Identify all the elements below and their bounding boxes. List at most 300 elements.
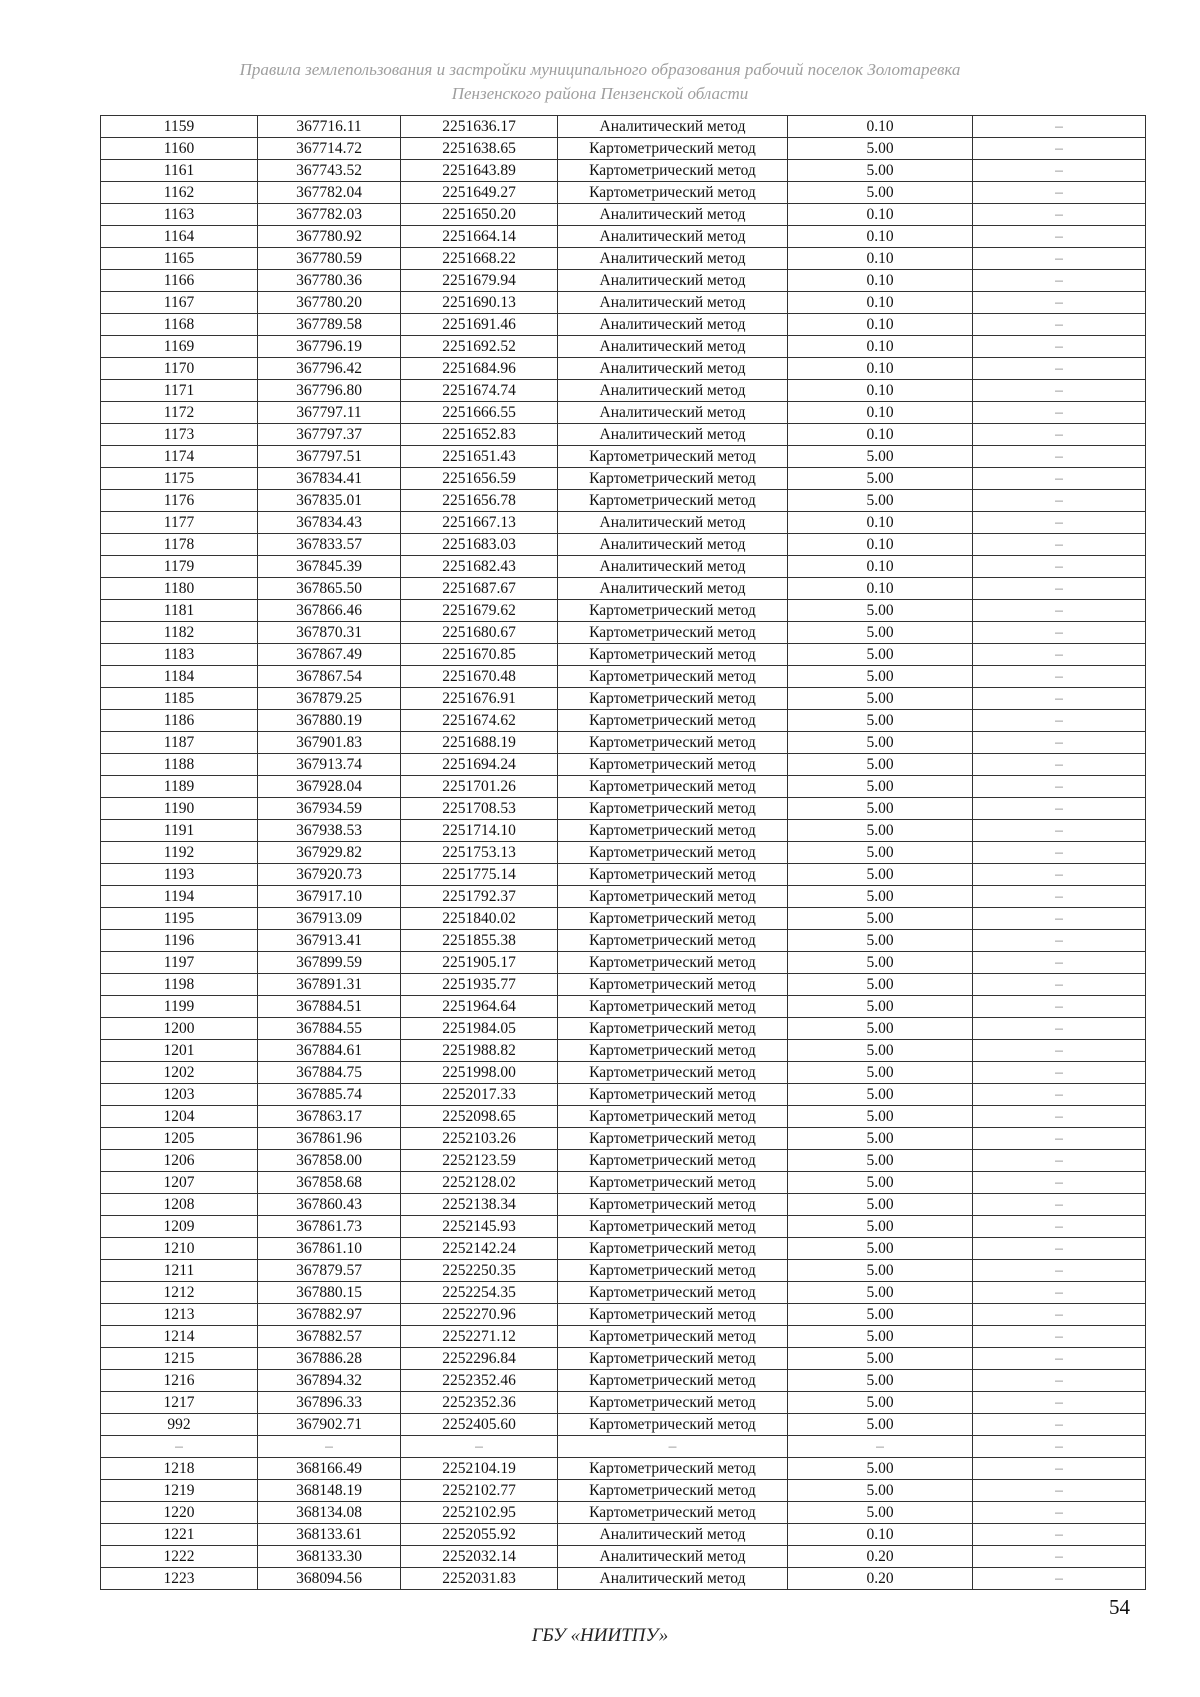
y-coordinate-cell: 2252098.65 <box>401 1106 558 1128</box>
description-cell: – <box>973 886 1146 908</box>
description-cell: – <box>973 1040 1146 1062</box>
header-line-1: Правила землепользования и застройки муниципального образования рабочий поселок Золотаревка <box>239 60 961 79</box>
table-row <box>101 1150 1146 1172</box>
description-cell: – <box>973 402 1146 424</box>
method-cell: Аналитический метод <box>558 292 788 314</box>
table-row <box>101 358 1146 380</box>
y-coordinate-cell: 2251684.96 <box>401 358 558 380</box>
table-row <box>101 1502 1146 1524</box>
accuracy-cell: 5.00 <box>788 1106 973 1128</box>
y-coordinate-cell: 2251688.19 <box>401 732 558 754</box>
table-row <box>101 292 1146 314</box>
description-cell: – <box>973 1260 1146 1282</box>
y-coordinate-cell: 2252138.34 <box>401 1194 558 1216</box>
y-coordinate-cell: 2251998.00 <box>401 1062 558 1084</box>
x-coordinate-cell: 367896.33 <box>258 1392 401 1414</box>
accuracy-cell: 5.00 <box>788 1392 973 1414</box>
table-row <box>101 1326 1146 1348</box>
method-cell: Картометрический метод <box>558 842 788 864</box>
y-coordinate-cell: 2251649.27 <box>401 182 558 204</box>
table-row <box>101 688 1146 710</box>
table-row <box>101 248 1146 270</box>
y-coordinate-cell: 2251670.48 <box>401 666 558 688</box>
x-coordinate-cell: 367891.31 <box>258 974 401 996</box>
point-number-cell: 1198 <box>101 974 258 996</box>
point-number-cell: 1178 <box>101 534 258 556</box>
y-coordinate-cell: 2251964.64 <box>401 996 558 1018</box>
x-coordinate-cell: 367884.75 <box>258 1062 401 1084</box>
accuracy-cell: 5.00 <box>788 600 973 622</box>
description-cell: – <box>973 1238 1146 1260</box>
method-cell: Картометрический метод <box>558 1458 788 1480</box>
description-cell: – <box>973 732 1146 754</box>
x-coordinate-cell: 367899.59 <box>258 952 401 974</box>
point-number-cell: 1186 <box>101 710 258 732</box>
x-coordinate-cell: 367797.51 <box>258 446 401 468</box>
method-cell: Картометрический метод <box>558 1304 788 1326</box>
method-cell: Картометрический метод <box>558 1348 788 1370</box>
accuracy-cell: 5.00 <box>788 1304 973 1326</box>
description-cell: – <box>973 600 1146 622</box>
description-cell: – <box>973 798 1146 820</box>
description-cell: – <box>973 160 1146 182</box>
description-cell: – <box>973 204 1146 226</box>
x-coordinate-cell: – <box>258 1436 401 1458</box>
description-cell: – <box>973 1106 1146 1128</box>
description-cell: – <box>973 974 1146 996</box>
description-cell: – <box>973 314 1146 336</box>
x-coordinate-cell: 367782.04 <box>258 182 401 204</box>
x-coordinate-cell: 367858.68 <box>258 1172 401 1194</box>
accuracy-cell: 0.10 <box>788 314 973 336</box>
x-coordinate-cell: 367780.92 <box>258 226 401 248</box>
table-row <box>101 578 1146 600</box>
x-coordinate-cell: 367796.19 <box>258 336 401 358</box>
table-row <box>101 776 1146 798</box>
accuracy-cell: 0.10 <box>788 578 973 600</box>
method-cell: Аналитический метод <box>558 1568 788 1590</box>
point-number-cell: 1166 <box>101 270 258 292</box>
accuracy-cell: 5.00 <box>788 1084 973 1106</box>
y-coordinate-cell: 2251840.02 <box>401 908 558 930</box>
accuracy-cell: 5.00 <box>788 1062 973 1084</box>
point-number-cell: 992 <box>101 1414 258 1436</box>
description-cell: – <box>973 1216 1146 1238</box>
description-cell: – <box>973 578 1146 600</box>
accuracy-cell: 5.00 <box>788 1216 973 1238</box>
table-row <box>101 1216 1146 1238</box>
point-number-cell: 1162 <box>101 182 258 204</box>
method-cell: Картометрический метод <box>558 1062 788 1084</box>
method-cell: Картометрический метод <box>558 468 788 490</box>
description-cell: – <box>973 138 1146 160</box>
y-coordinate-cell: 2251676.91 <box>401 688 558 710</box>
method-cell: Картометрический метод <box>558 446 788 468</box>
x-coordinate-cell: 367863.17 <box>258 1106 401 1128</box>
point-number-cell: 1177 <box>101 512 258 534</box>
accuracy-cell: 5.00 <box>788 908 973 930</box>
accuracy-cell: 5.00 <box>788 864 973 886</box>
x-coordinate-cell: 367789.58 <box>258 314 401 336</box>
point-number-cell: 1169 <box>101 336 258 358</box>
x-coordinate-cell: 367913.74 <box>258 754 401 776</box>
table-row <box>101 1370 1146 1392</box>
description-cell: – <box>973 226 1146 248</box>
x-coordinate-cell: 367882.57 <box>258 1326 401 1348</box>
table-row <box>101 1040 1146 1062</box>
method-cell: Картометрический метод <box>558 160 788 182</box>
coordinates-table-body <box>101 116 1146 1590</box>
description-cell: – <box>973 842 1146 864</box>
point-number-cell: 1202 <box>101 1062 258 1084</box>
y-coordinate-cell: 2252352.46 <box>401 1370 558 1392</box>
x-coordinate-cell: 367902.71 <box>258 1414 401 1436</box>
point-number-cell: 1206 <box>101 1150 258 1172</box>
x-coordinate-cell: 367870.31 <box>258 622 401 644</box>
point-number-cell: 1204 <box>101 1106 258 1128</box>
method-cell: Картометрический метод <box>558 1040 788 1062</box>
accuracy-cell: 5.00 <box>788 1502 973 1524</box>
method-cell: Картометрический метод <box>558 1326 788 1348</box>
table-row <box>101 1304 1146 1326</box>
table-row <box>101 160 1146 182</box>
method-cell: Картометрический метод <box>558 1128 788 1150</box>
method-cell: Картометрический метод <box>558 1282 788 1304</box>
method-cell: Аналитический метод <box>558 248 788 270</box>
table-row <box>101 886 1146 908</box>
y-coordinate-cell: 2251855.38 <box>401 930 558 952</box>
description-cell: – <box>973 952 1146 974</box>
point-number-cell: 1172 <box>101 402 258 424</box>
table-row <box>101 380 1146 402</box>
method-cell: Картометрический метод <box>558 644 788 666</box>
point-number-cell: 1223 <box>101 1568 258 1590</box>
point-number-cell: 1214 <box>101 1326 258 1348</box>
y-coordinate-cell: 2251905.17 <box>401 952 558 974</box>
accuracy-cell: 5.00 <box>788 820 973 842</box>
description-cell: – <box>973 1326 1146 1348</box>
accuracy-cell: 0.20 <box>788 1546 973 1568</box>
x-coordinate-cell: 367834.43 <box>258 512 401 534</box>
x-coordinate-cell: 367780.20 <box>258 292 401 314</box>
method-cell: Аналитический метод <box>558 556 788 578</box>
method-cell: Аналитический метод <box>558 534 788 556</box>
description-cell: – <box>973 446 1146 468</box>
x-coordinate-cell: 367880.19 <box>258 710 401 732</box>
table-row <box>101 512 1146 534</box>
method-cell: Картометрический метод <box>558 1216 788 1238</box>
accuracy-cell: 5.00 <box>788 182 973 204</box>
point-number-cell: 1191 <box>101 820 258 842</box>
point-number-cell: 1164 <box>101 226 258 248</box>
point-number-cell: 1185 <box>101 688 258 710</box>
accuracy-cell: 5.00 <box>788 1194 973 1216</box>
method-cell: Аналитический метод <box>558 512 788 534</box>
y-coordinate-cell: 2251683.03 <box>401 534 558 556</box>
page-number: 54 <box>1109 1595 1130 1619</box>
y-coordinate-cell: 2252352.36 <box>401 1392 558 1414</box>
method-cell: Картометрический метод <box>558 1392 788 1414</box>
x-coordinate-cell: 367928.04 <box>258 776 401 798</box>
accuracy-cell: 5.00 <box>788 1282 973 1304</box>
x-coordinate-cell: 367833.57 <box>258 534 401 556</box>
point-number-cell: 1174 <box>101 446 258 468</box>
table-row <box>101 754 1146 776</box>
point-number-cell: 1200 <box>101 1018 258 1040</box>
description-cell: – <box>973 1370 1146 1392</box>
method-cell: Картометрический метод <box>558 1260 788 1282</box>
point-number-cell: 1197 <box>101 952 258 974</box>
description-cell: – <box>973 688 1146 710</box>
method-cell: Картометрический метод <box>558 974 788 996</box>
description-cell: – <box>973 1282 1146 1304</box>
table-row <box>101 1348 1146 1370</box>
accuracy-cell: 5.00 <box>788 1414 973 1436</box>
description-cell: – <box>973 1524 1146 1546</box>
description-cell: – <box>973 1062 1146 1084</box>
y-coordinate-cell: 2252271.12 <box>401 1326 558 1348</box>
x-coordinate-cell: 367880.15 <box>258 1282 401 1304</box>
x-coordinate-cell: 367861.96 <box>258 1128 401 1150</box>
table-row <box>101 1172 1146 1194</box>
method-cell: Аналитический метод <box>558 116 788 138</box>
description-cell: – <box>973 490 1146 512</box>
method-cell: Картометрический метод <box>558 864 788 886</box>
accuracy-cell: 0.20 <box>788 1568 973 1590</box>
accuracy-cell: 0.10 <box>788 248 973 270</box>
y-coordinate-cell: 2251651.43 <box>401 446 558 468</box>
method-cell: Картометрический метод <box>558 798 788 820</box>
table-row <box>101 1238 1146 1260</box>
description-cell: – <box>973 622 1146 644</box>
method-cell: Аналитический метод <box>558 1524 788 1546</box>
y-coordinate-cell: 2251670.85 <box>401 644 558 666</box>
y-coordinate-cell: 2252142.24 <box>401 1238 558 1260</box>
description-cell: – <box>973 424 1146 446</box>
y-coordinate-cell: 2251988.82 <box>401 1040 558 1062</box>
y-coordinate-cell: – <box>401 1436 558 1458</box>
accuracy-cell: 5.00 <box>788 1260 973 1282</box>
point-number-cell: 1221 <box>101 1524 258 1546</box>
x-coordinate-cell: 368133.30 <box>258 1546 401 1568</box>
y-coordinate-cell: 2251708.53 <box>401 798 558 820</box>
x-coordinate-cell: 367885.74 <box>258 1084 401 1106</box>
accuracy-cell: 5.00 <box>788 446 973 468</box>
description-cell: – <box>973 1194 1146 1216</box>
table-row <box>101 116 1146 138</box>
y-coordinate-cell: 2251714.10 <box>401 820 558 842</box>
x-coordinate-cell: 367834.41 <box>258 468 401 490</box>
accuracy-cell: 5.00 <box>788 622 973 644</box>
table-row <box>101 424 1146 446</box>
x-coordinate-cell: 367884.55 <box>258 1018 401 1040</box>
accuracy-cell: 5.00 <box>788 996 973 1018</box>
point-number-cell: 1182 <box>101 622 258 644</box>
y-coordinate-cell: 2252405.60 <box>401 1414 558 1436</box>
x-coordinate-cell: 367780.36 <box>258 270 401 292</box>
description-cell: – <box>973 1172 1146 1194</box>
method-cell: Картометрический метод <box>558 952 788 974</box>
table-row <box>101 1260 1146 1282</box>
point-number-cell: 1173 <box>101 424 258 446</box>
point-number-cell: 1190 <box>101 798 258 820</box>
y-coordinate-cell: 2252102.95 <box>401 1502 558 1524</box>
table-row <box>101 1414 1146 1436</box>
description-cell: – <box>973 182 1146 204</box>
description-cell: – <box>973 292 1146 314</box>
method-cell: Картометрический метод <box>558 1414 788 1436</box>
y-coordinate-cell: 2251652.83 <box>401 424 558 446</box>
y-coordinate-cell: 2251792.37 <box>401 886 558 908</box>
x-coordinate-cell: 367866.46 <box>258 600 401 622</box>
point-number-cell: 1210 <box>101 1238 258 1260</box>
point-number-cell: 1209 <box>101 1216 258 1238</box>
description-cell: – <box>973 666 1146 688</box>
description-cell: – <box>973 710 1146 732</box>
x-coordinate-cell: 367797.37 <box>258 424 401 446</box>
y-coordinate-cell: 2251694.24 <box>401 754 558 776</box>
point-number-cell: – <box>101 1436 258 1458</box>
x-coordinate-cell: 367917.10 <box>258 886 401 908</box>
accuracy-cell: – <box>788 1436 973 1458</box>
y-coordinate-cell: 2252128.02 <box>401 1172 558 1194</box>
point-number-cell: 1208 <box>101 1194 258 1216</box>
method-cell: Картометрический метод <box>558 886 788 908</box>
accuracy-cell: 5.00 <box>788 798 973 820</box>
method-cell: Картометрический метод <box>558 1480 788 1502</box>
accuracy-cell: 5.00 <box>788 490 973 512</box>
table-row <box>101 864 1146 886</box>
point-number-cell: 1220 <box>101 1502 258 1524</box>
method-cell: Картометрический метод <box>558 1106 788 1128</box>
point-number-cell: 1217 <box>101 1392 258 1414</box>
point-number-cell: 1219 <box>101 1480 258 1502</box>
accuracy-cell: 5.00 <box>788 468 973 490</box>
table-row <box>101 666 1146 688</box>
description-cell: – <box>973 1502 1146 1524</box>
description-cell: – <box>973 1546 1146 1568</box>
x-coordinate-cell: 367858.00 <box>258 1150 401 1172</box>
accuracy-cell: 5.00 <box>788 1370 973 1392</box>
y-coordinate-cell: 2251682.43 <box>401 556 558 578</box>
accuracy-cell: 0.10 <box>788 226 973 248</box>
method-cell: Аналитический метод <box>558 314 788 336</box>
accuracy-cell: 5.00 <box>788 1326 973 1348</box>
method-cell: Картометрический метод <box>558 688 788 710</box>
accuracy-cell: 5.00 <box>788 930 973 952</box>
method-cell: Аналитический метод <box>558 226 788 248</box>
point-number-cell: 1207 <box>101 1172 258 1194</box>
table-row <box>101 1480 1146 1502</box>
description-cell: – <box>973 930 1146 952</box>
y-coordinate-cell: 2252103.26 <box>401 1128 558 1150</box>
description-cell: – <box>973 512 1146 534</box>
point-number-cell: 1181 <box>101 600 258 622</box>
x-coordinate-cell: 368134.08 <box>258 1502 401 1524</box>
table-row <box>101 446 1146 468</box>
point-number-cell: 1161 <box>101 160 258 182</box>
method-cell: Картометрический метод <box>558 138 788 160</box>
x-coordinate-cell: 367743.52 <box>258 160 401 182</box>
x-coordinate-cell: 367796.42 <box>258 358 401 380</box>
x-coordinate-cell: 367884.61 <box>258 1040 401 1062</box>
table-row <box>101 314 1146 336</box>
accuracy-cell: 0.10 <box>788 292 973 314</box>
point-number-cell: 1179 <box>101 556 258 578</box>
table-row <box>101 490 1146 512</box>
point-number-cell: 1188 <box>101 754 258 776</box>
method-cell: – <box>558 1436 788 1458</box>
point-number-cell: 1163 <box>101 204 258 226</box>
table-row <box>101 204 1146 226</box>
y-coordinate-cell: 2252270.96 <box>401 1304 558 1326</box>
method-cell: Картометрический метод <box>558 1502 788 1524</box>
y-coordinate-cell: 2251656.78 <box>401 490 558 512</box>
point-number-cell: 1183 <box>101 644 258 666</box>
accuracy-cell: 0.10 <box>788 424 973 446</box>
description-cell: – <box>973 1128 1146 1150</box>
description-cell: – <box>973 820 1146 842</box>
point-number-cell: 1187 <box>101 732 258 754</box>
x-coordinate-cell: 367929.82 <box>258 842 401 864</box>
description-cell: – <box>973 1436 1146 1458</box>
x-coordinate-cell: 367780.59 <box>258 248 401 270</box>
accuracy-cell: 5.00 <box>788 1458 973 1480</box>
point-number-cell: 1189 <box>101 776 258 798</box>
table-row <box>101 1568 1146 1590</box>
table-row <box>101 600 1146 622</box>
point-number-cell: 1167 <box>101 292 258 314</box>
table-row <box>101 732 1146 754</box>
accuracy-cell: 5.00 <box>788 138 973 160</box>
y-coordinate-cell: 2251687.67 <box>401 578 558 600</box>
y-coordinate-cell: 2252296.84 <box>401 1348 558 1370</box>
x-coordinate-cell: 367913.41 <box>258 930 401 952</box>
x-coordinate-cell: 367901.83 <box>258 732 401 754</box>
method-cell: Картометрический метод <box>558 1084 788 1106</box>
accuracy-cell: 0.10 <box>788 336 973 358</box>
table-row <box>101 1436 1146 1458</box>
table-row <box>101 1392 1146 1414</box>
table-row <box>101 798 1146 820</box>
point-number-cell: 1211 <box>101 1260 258 1282</box>
description-cell: – <box>973 116 1146 138</box>
description-cell: – <box>973 248 1146 270</box>
y-coordinate-cell: 2251636.17 <box>401 116 558 138</box>
description-cell: – <box>973 864 1146 886</box>
x-coordinate-cell: 367797.11 <box>258 402 401 424</box>
method-cell: Аналитический метод <box>558 578 788 600</box>
table-row <box>101 622 1146 644</box>
y-coordinate-cell: 2252254.35 <box>401 1282 558 1304</box>
y-coordinate-cell: 2251668.22 <box>401 248 558 270</box>
table-row <box>101 820 1146 842</box>
point-number-cell: 1199 <box>101 996 258 1018</box>
accuracy-cell: 5.00 <box>788 1238 973 1260</box>
table-row <box>101 182 1146 204</box>
table-row <box>101 270 1146 292</box>
table-row <box>101 1282 1146 1304</box>
point-number-cell: 1159 <box>101 116 258 138</box>
y-coordinate-cell: 2252104.19 <box>401 1458 558 1480</box>
accuracy-cell: 0.10 <box>788 534 973 556</box>
point-number-cell: 1192 <box>101 842 258 864</box>
x-coordinate-cell: 367860.43 <box>258 1194 401 1216</box>
x-coordinate-cell: 368133.61 <box>258 1524 401 1546</box>
page-header <box>100 58 1100 106</box>
point-number-cell: 1196 <box>101 930 258 952</box>
method-cell: Картометрический метод <box>558 908 788 930</box>
